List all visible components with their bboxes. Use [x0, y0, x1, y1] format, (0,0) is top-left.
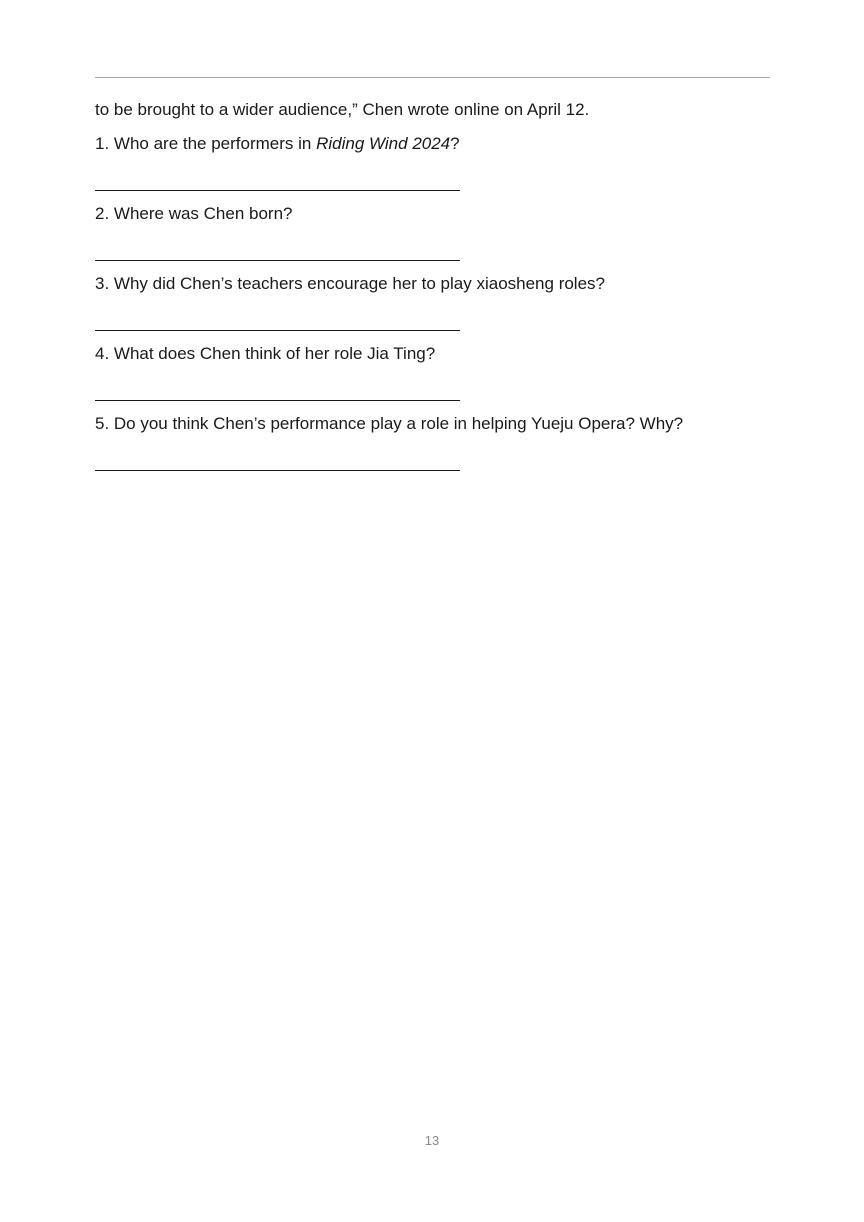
header-rule [95, 77, 770, 78]
worksheet-content [95, 98, 770, 482]
question-block-4 [95, 342, 770, 401]
answer-line-2[interactable] [95, 260, 460, 261]
carry-over-text: to be brought to a wider audience,” Chen wrote online on April 12. [95, 100, 590, 119]
question-3-text: 3. Why did Chen’s teachers encourage her to play xiaosheng roles? [95, 274, 605, 293]
question-1 [95, 132, 770, 156]
question-1-suffix: ? [450, 134, 460, 153]
question-3 [95, 272, 770, 296]
answer-line-5[interactable] [95, 470, 460, 471]
question-1-title: Riding Wind 2024 [316, 134, 451, 153]
answer-line-4[interactable] [95, 400, 460, 401]
answer-line-1[interactable] [95, 190, 460, 191]
page-number: 13 [424, 1133, 440, 1148]
question-block-3 [95, 272, 770, 331]
question-5-text: 5. Do you think Chen’s performance play a role in helping Yueju Opera? Why? [95, 414, 684, 433]
answer-line-3[interactable] [95, 330, 460, 331]
question-block-5 [95, 412, 770, 471]
question-4-text: 4. What does Chen think of her role Jia Ting? [95, 344, 436, 363]
question-4 [95, 342, 770, 366]
question-5 [95, 412, 770, 436]
question-2-text: 2. Where was Chen born? [95, 204, 293, 223]
question-block-2 [95, 202, 770, 261]
question-1-text: 1. Who are the performers in [95, 134, 317, 153]
question-2 [95, 202, 770, 226]
question-block-1 [95, 132, 770, 191]
